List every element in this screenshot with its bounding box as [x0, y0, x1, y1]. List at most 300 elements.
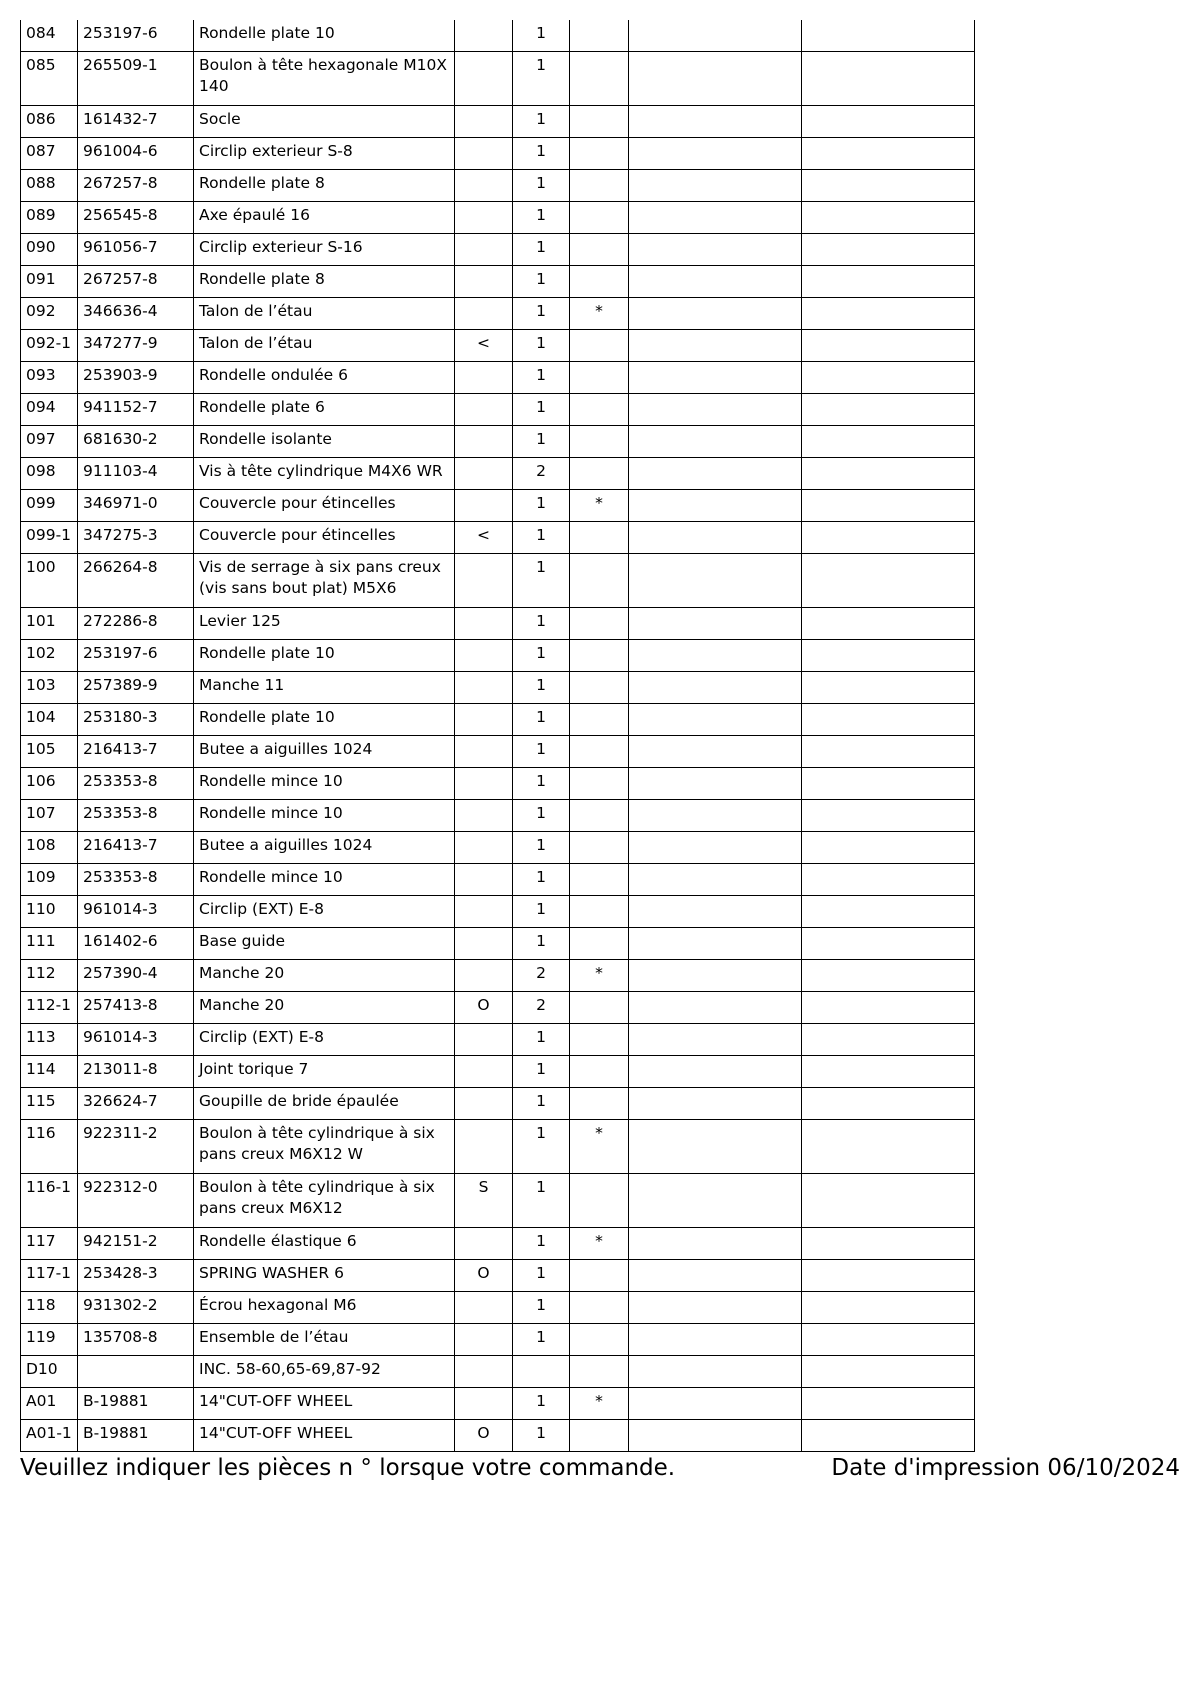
marker-cell [455, 1056, 513, 1088]
part-number-cell: 347275-3 [78, 522, 194, 554]
table-row [21, 266, 975, 298]
description-cell: Rondelle ondulée 6 [194, 362, 455, 394]
part-number-cell: 961056-7 [78, 234, 194, 266]
part-number-cell: 253197-6 [78, 640, 194, 672]
marker-cell [455, 1120, 513, 1174]
blank-cell [802, 1420, 975, 1452]
flag-cell [570, 138, 629, 170]
table-row [21, 1292, 975, 1324]
quantity-cell: 1 [513, 640, 570, 672]
table-row [21, 864, 975, 896]
quantity-cell: 1 [513, 330, 570, 362]
part-number-cell: 161402-6 [78, 928, 194, 960]
part-number-cell: B-19881 [78, 1420, 194, 1452]
marker-cell [455, 394, 513, 426]
blank-cell [629, 234, 802, 266]
table-row [21, 768, 975, 800]
description-cell: Rondelle plate 10 [194, 640, 455, 672]
table-row [21, 1088, 975, 1120]
table-row [21, 170, 975, 202]
flag-cell [570, 672, 629, 704]
part-number-cell: 161432-7 [78, 106, 194, 138]
blank-cell [629, 1088, 802, 1120]
quantity-cell: 1 [513, 704, 570, 736]
item-number-cell: 119 [21, 1324, 78, 1356]
flag-cell [570, 736, 629, 768]
table-row [21, 490, 975, 522]
blank-cell [629, 20, 802, 52]
description-cell: Circlip (EXT) E-8 [194, 1024, 455, 1056]
flag-cell [570, 1024, 629, 1056]
item-number-cell: 104 [21, 704, 78, 736]
flag-cell [570, 928, 629, 960]
item-number-cell: 092-1 [21, 330, 78, 362]
part-number-cell: 961014-3 [78, 896, 194, 928]
blank-cell [629, 138, 802, 170]
item-number-cell: 087 [21, 138, 78, 170]
part-number-cell: 931302-2 [78, 1292, 194, 1324]
quantity-cell: 1 [513, 522, 570, 554]
quantity-cell: 1 [513, 266, 570, 298]
item-number-cell: 117 [21, 1228, 78, 1260]
table-row [21, 1356, 975, 1388]
marker-cell [455, 864, 513, 896]
marker-cell [455, 960, 513, 992]
blank-cell [629, 864, 802, 896]
description-cell: Rondelle plate 10 [194, 704, 455, 736]
description-cell: Levier 125 [194, 608, 455, 640]
table-row [21, 960, 975, 992]
flag-cell [570, 1292, 629, 1324]
description-cell: Couvercle pour étincelles [194, 490, 455, 522]
marker-cell [455, 106, 513, 138]
description-cell: Circlip exterieur S-16 [194, 234, 455, 266]
description-cell: Ensemble de l’étau [194, 1324, 455, 1356]
table-row [21, 992, 975, 1024]
blank-cell [629, 992, 802, 1024]
part-number-cell: 961004-6 [78, 138, 194, 170]
flag-cell [570, 1174, 629, 1228]
table-row [21, 896, 975, 928]
part-number-cell: 257390-4 [78, 960, 194, 992]
marker-cell [455, 554, 513, 608]
parts-table-body [21, 20, 975, 1452]
description-cell: Goupille de bride épaulée [194, 1088, 455, 1120]
marker-cell [455, 52, 513, 106]
description-cell: Manche 20 [194, 992, 455, 1024]
flag-cell [570, 1056, 629, 1088]
item-number-cell: 117-1 [21, 1260, 78, 1292]
part-number-cell: 257413-8 [78, 992, 194, 1024]
blank-cell [629, 362, 802, 394]
marker-cell [455, 1324, 513, 1356]
print-date: Date d'impression 06/10/2024 [831, 1455, 1180, 1481]
quantity-cell: 1 [513, 52, 570, 106]
blank-cell [802, 1260, 975, 1292]
description-cell: Boulon à tête hexagonale M10X140 [194, 52, 455, 106]
table-row [21, 298, 975, 330]
blank-cell [629, 928, 802, 960]
quantity-cell: 2 [513, 960, 570, 992]
marker-cell [455, 202, 513, 234]
flag-cell [570, 52, 629, 106]
blank-cell [802, 1024, 975, 1056]
flag-cell: * [570, 1228, 629, 1260]
part-number-cell: 253353-8 [78, 800, 194, 832]
part-number-cell: 681630-2 [78, 426, 194, 458]
blank-cell [629, 170, 802, 202]
blank-cell [802, 768, 975, 800]
blank-cell [802, 138, 975, 170]
marker-cell [455, 426, 513, 458]
marker-cell [455, 640, 513, 672]
part-number-cell: 911103-4 [78, 458, 194, 490]
blank-cell [802, 1120, 975, 1174]
part-number-cell: 257389-9 [78, 672, 194, 704]
item-number-cell: 112 [21, 960, 78, 992]
item-number-cell: A01 [21, 1388, 78, 1420]
flag-cell [570, 202, 629, 234]
part-number-cell: 216413-7 [78, 832, 194, 864]
blank-cell [802, 832, 975, 864]
marker-cell: S [455, 1174, 513, 1228]
description-cell: INC. 58-60,65-69,87-92 [194, 1356, 455, 1388]
blank-cell [802, 896, 975, 928]
flag-cell [570, 170, 629, 202]
description-cell: 14"CUT-OFF WHEEL [194, 1420, 455, 1452]
marker-cell [455, 1024, 513, 1056]
blank-cell [802, 106, 975, 138]
marker-cell [455, 266, 513, 298]
item-number-cell: 089 [21, 202, 78, 234]
blank-cell [629, 1356, 802, 1388]
flag-cell: * [570, 490, 629, 522]
description-cell: Manche 20 [194, 960, 455, 992]
table-row [21, 832, 975, 864]
item-number-cell: 111 [21, 928, 78, 960]
table-row [21, 554, 975, 608]
part-number-cell: 326624-7 [78, 1088, 194, 1120]
table-row [21, 1228, 975, 1260]
flag-cell [570, 362, 629, 394]
part-number-cell: 265509-1 [78, 52, 194, 106]
marker-cell [455, 928, 513, 960]
description-cell: Talon de l’étau [194, 298, 455, 330]
blank-cell [629, 554, 802, 608]
part-number-cell: B-19881 [78, 1388, 194, 1420]
table-row [21, 138, 975, 170]
flag-cell [570, 832, 629, 864]
part-number-cell: 941152-7 [78, 394, 194, 426]
quantity-cell: 1 [513, 298, 570, 330]
description-cell: Vis de serrage à six pans creux (vis sans bout plat) M5X6 [194, 554, 455, 608]
description-cell: Base guide [194, 928, 455, 960]
blank-cell [802, 608, 975, 640]
blank-cell [802, 1324, 975, 1356]
item-number-cell: 115 [21, 1088, 78, 1120]
quantity-cell: 1 [513, 490, 570, 522]
table-row [21, 1324, 975, 1356]
blank-cell [802, 554, 975, 608]
blank-cell [802, 266, 975, 298]
marker-cell: O [455, 1420, 513, 1452]
marker-cell [455, 170, 513, 202]
blank-cell [802, 234, 975, 266]
blank-cell [629, 458, 802, 490]
blank-cell [802, 362, 975, 394]
table-row [21, 426, 975, 458]
item-number-cell: 113 [21, 1024, 78, 1056]
table-row [21, 20, 975, 52]
flag-cell [570, 992, 629, 1024]
blank-cell [629, 106, 802, 138]
parts-table [20, 20, 975, 1452]
description-cell: Rondelle plate 8 [194, 266, 455, 298]
blank-cell [629, 1056, 802, 1088]
quantity-cell: 1 [513, 170, 570, 202]
item-number-cell: 093 [21, 362, 78, 394]
marker-cell [455, 832, 513, 864]
marker-cell: O [455, 992, 513, 1024]
blank-cell [629, 672, 802, 704]
table-row [21, 1024, 975, 1056]
table-row [21, 362, 975, 394]
table-row [21, 52, 975, 106]
description-cell: Rondelle mince 10 [194, 768, 455, 800]
flag-cell [570, 1420, 629, 1452]
quantity-cell: 1 [513, 1088, 570, 1120]
blank-cell [802, 928, 975, 960]
blank-cell [629, 736, 802, 768]
flag-cell [570, 234, 629, 266]
part-number-cell: 346971-0 [78, 490, 194, 522]
blank-cell [802, 1088, 975, 1120]
flag-cell [570, 330, 629, 362]
blank-cell [629, 1024, 802, 1056]
flag-cell: * [570, 298, 629, 330]
flag-cell [570, 554, 629, 608]
blank-cell [802, 170, 975, 202]
item-number-cell: 116-1 [21, 1174, 78, 1228]
order-note: Veuillez indiquer les pièces n ° lorsque votre commande. [20, 1455, 676, 1481]
item-number-cell: 103 [21, 672, 78, 704]
table-row [21, 1056, 975, 1088]
part-number-cell: 253903-9 [78, 362, 194, 394]
blank-cell [629, 704, 802, 736]
description-cell: Couvercle pour étincelles [194, 522, 455, 554]
description-cell: Rondelle plate 8 [194, 170, 455, 202]
item-number-cell: 099 [21, 490, 78, 522]
quantity-cell: 1 [513, 138, 570, 170]
quantity-cell: 1 [513, 1292, 570, 1324]
flag-cell [570, 608, 629, 640]
item-number-cell: 105 [21, 736, 78, 768]
item-number-cell: 085 [21, 52, 78, 106]
item-number-cell: 116 [21, 1120, 78, 1174]
part-number-cell: 253180-3 [78, 704, 194, 736]
marker-cell [455, 672, 513, 704]
part-number-cell: 347277-9 [78, 330, 194, 362]
item-number-cell: 084 [21, 20, 78, 52]
parts-list-sheet [20, 20, 975, 1452]
blank-cell [802, 704, 975, 736]
flag-cell [570, 768, 629, 800]
blank-cell [802, 736, 975, 768]
item-number-cell: D10 [21, 1356, 78, 1388]
description-cell: Circlip exterieur S-8 [194, 138, 455, 170]
part-number-cell: 922311-2 [78, 1120, 194, 1174]
item-number-cell: 092 [21, 298, 78, 330]
quantity-cell: 1 [513, 928, 570, 960]
table-row [21, 234, 975, 266]
blank-cell [629, 896, 802, 928]
blank-cell [802, 458, 975, 490]
marker-cell [455, 458, 513, 490]
item-number-cell: 086 [21, 106, 78, 138]
quantity-cell: 1 [513, 800, 570, 832]
item-number-cell: 088 [21, 170, 78, 202]
part-number-cell: 346636-4 [78, 298, 194, 330]
table-row [21, 928, 975, 960]
blank-cell [629, 522, 802, 554]
marker-cell [455, 800, 513, 832]
description-cell: Butee a aiguilles 1024 [194, 736, 455, 768]
table-row [21, 1388, 975, 1420]
blank-cell [802, 20, 975, 52]
item-number-cell: 101 [21, 608, 78, 640]
quantity-cell: 1 [513, 106, 570, 138]
marker-cell [455, 362, 513, 394]
quantity-cell [513, 1356, 570, 1388]
table-row [21, 458, 975, 490]
blank-cell [802, 1388, 975, 1420]
description-cell: Manche 11 [194, 672, 455, 704]
flag-cell [570, 106, 629, 138]
blank-cell [629, 1260, 802, 1292]
quantity-cell: 1 [513, 362, 570, 394]
blank-cell [802, 960, 975, 992]
blank-cell [629, 800, 802, 832]
marker-cell: O [455, 1260, 513, 1292]
blank-cell [802, 864, 975, 896]
description-cell: Joint torique 7 [194, 1056, 455, 1088]
blank-cell [629, 298, 802, 330]
blank-cell [629, 960, 802, 992]
flag-cell [570, 704, 629, 736]
flag-cell [570, 640, 629, 672]
table-row [21, 736, 975, 768]
blank-cell [802, 640, 975, 672]
blank-cell [629, 426, 802, 458]
table-row [21, 672, 975, 704]
blank-cell [802, 800, 975, 832]
item-number-cell: 118 [21, 1292, 78, 1324]
flag-cell [570, 426, 629, 458]
marker-cell [455, 298, 513, 330]
quantity-cell: 1 [513, 1260, 570, 1292]
item-number-cell: 098 [21, 458, 78, 490]
quantity-cell: 1 [513, 1420, 570, 1452]
table-row [21, 608, 975, 640]
quantity-cell: 1 [513, 608, 570, 640]
part-number-cell: 256545-8 [78, 202, 194, 234]
part-number-cell: 272286-8 [78, 608, 194, 640]
quantity-cell: 1 [513, 896, 570, 928]
flag-cell [570, 896, 629, 928]
quantity-cell: 1 [513, 394, 570, 426]
flag-cell [570, 1088, 629, 1120]
blank-cell [629, 394, 802, 426]
part-number-cell: 961014-3 [78, 1024, 194, 1056]
flag-cell [570, 458, 629, 490]
blank-cell [802, 426, 975, 458]
table-row [21, 704, 975, 736]
quantity-cell: 2 [513, 458, 570, 490]
part-number-cell: 942151-2 [78, 1228, 194, 1260]
part-number-cell: 213011-8 [78, 1056, 194, 1088]
blank-cell [629, 1174, 802, 1228]
description-cell: 14"CUT-OFF WHEEL [194, 1388, 455, 1420]
table-row [21, 1420, 975, 1452]
quantity-cell: 1 [513, 1024, 570, 1056]
item-number-cell: 102 [21, 640, 78, 672]
blank-cell [802, 1056, 975, 1088]
table-row [21, 330, 975, 362]
description-cell: Rondelle mince 10 [194, 864, 455, 896]
quantity-cell: 1 [513, 832, 570, 864]
marker-cell [455, 704, 513, 736]
description-cell: Écrou hexagonal M6 [194, 1292, 455, 1324]
blank-cell [629, 266, 802, 298]
table-row [21, 106, 975, 138]
blank-cell [629, 52, 802, 106]
flag-cell [570, 266, 629, 298]
description-cell: Rondelle élastique 6 [194, 1228, 455, 1260]
marker-cell [455, 608, 513, 640]
flag-cell: * [570, 1120, 629, 1174]
marker-cell [455, 138, 513, 170]
marker-cell [455, 1088, 513, 1120]
part-number-cell: 253353-8 [78, 864, 194, 896]
blank-cell [802, 672, 975, 704]
flag-cell [570, 522, 629, 554]
item-number-cell: 106 [21, 768, 78, 800]
part-number-cell: 922312-0 [78, 1174, 194, 1228]
part-number-cell: 216413-7 [78, 736, 194, 768]
blank-cell [802, 1228, 975, 1260]
blank-cell [802, 522, 975, 554]
part-number-cell: 253353-8 [78, 768, 194, 800]
marker-cell [455, 234, 513, 266]
quantity-cell: 1 [513, 1056, 570, 1088]
marker-cell [455, 1388, 513, 1420]
blank-cell [802, 52, 975, 106]
part-number-cell: 266264-8 [78, 554, 194, 608]
marker-cell [455, 768, 513, 800]
item-number-cell: 091 [21, 266, 78, 298]
flag-cell [570, 1324, 629, 1356]
blank-cell [802, 202, 975, 234]
quantity-cell: 1 [513, 20, 570, 52]
blank-cell [629, 1388, 802, 1420]
flag-cell [570, 20, 629, 52]
blank-cell [802, 330, 975, 362]
quantity-cell: 1 [513, 1324, 570, 1356]
blank-cell [802, 1356, 975, 1388]
description-cell: Circlip (EXT) E-8 [194, 896, 455, 928]
blank-cell [802, 394, 975, 426]
marker-cell [455, 896, 513, 928]
